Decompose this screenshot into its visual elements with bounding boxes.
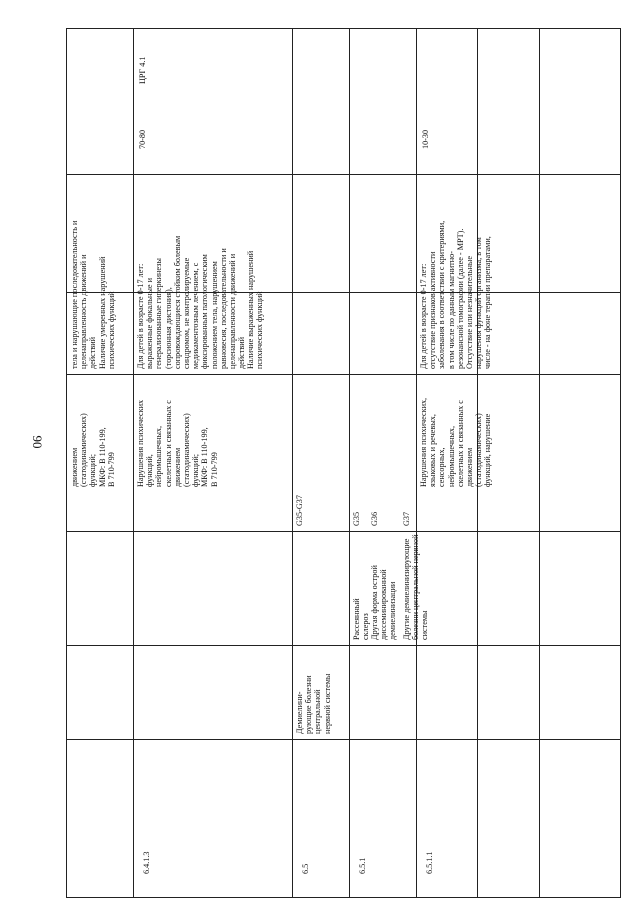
page-number: 90 — [30, 435, 45, 449]
impairment-text-line: нейромышечных, — [154, 426, 164, 487]
criteria-text-line: синдромом, не контролируемые — [181, 257, 191, 369]
impairment-text-line: B 710-799 — [106, 452, 116, 487]
row-code: 6.5.1.1 — [425, 851, 434, 874]
impairment-text-line: (статодинамических) — [474, 413, 484, 487]
criteria-text-line: действий — [237, 336, 247, 369]
row-divider — [67, 645, 620, 646]
criteria-text-line: нарушения функций организма, в том — [474, 237, 484, 369]
criteria-text-line: медикаментозным лечением, с — [191, 262, 201, 369]
criteria-text-line: целенаправленности движений и — [227, 253, 237, 369]
col-divider — [349, 29, 350, 897]
criteria-text-line: заболевания в соответствии с критериями, — [437, 220, 447, 369]
criteria-text-line: целенаправленность движений и — [79, 254, 89, 369]
criteria-text-line: тела и нарушающие последовательность и — [70, 220, 79, 369]
impairment-text-line: (статодинамических) — [181, 413, 191, 487]
impairment-text — [136, 375, 219, 487]
criteria-text — [419, 175, 493, 369]
criteria-text-line: резонансной томографии (далее - МРТ). — [455, 228, 465, 369]
criteria-text-line: действий — [88, 336, 98, 369]
impairment-text-line: сенсорных, — [437, 447, 447, 487]
subdisease-icd: G36 — [370, 511, 379, 526]
impairment-text-line: скелетных и связанных с — [163, 400, 173, 487]
criteria-text-line: фиксированным патологическим — [200, 254, 210, 369]
subdisease-name: Рассеянный склероз — [352, 598, 371, 640]
row-code: 6.5 — [301, 863, 310, 874]
row-code: 6.4.1.3 — [142, 851, 151, 874]
impairment-text — [419, 375, 493, 487]
criteria-text-line: (торсионная дистония), — [163, 287, 173, 369]
impairment-text-line: движением — [70, 447, 79, 487]
criteria-text — [136, 175, 265, 369]
impairment-text-line: функций; — [191, 454, 201, 487]
criteria-text-line: психических функций — [255, 291, 265, 369]
subdisease-name: Другие демиелинизирующие болезни центральной нервной системы — [402, 534, 430, 640]
impairment-text-line: языковых и речевых, — [428, 414, 438, 487]
criteria-text-line: в том числе по данным магнитно- — [446, 251, 456, 369]
row-divider — [67, 531, 620, 532]
criteria-text-line: отсутствие признаков активности — [428, 251, 438, 369]
criteria-text-line: числе - на фоне терапии препаратами, — [483, 236, 493, 369]
criteria-text-line: равновесия, последовательности и — [218, 248, 228, 369]
impairment-text-line: Нарушения психических — [136, 399, 145, 487]
impairment-text-line: (статодинамических) — [79, 413, 89, 487]
impairment-text-line: нейромышечных, — [446, 426, 456, 487]
subdisease-icd: G35 — [352, 511, 361, 526]
col-divider — [133, 29, 134, 897]
impairment-text-line: Нарушения психических, — [419, 397, 428, 487]
col-divider — [539, 29, 540, 897]
criteria-text-line: сопровождающиеся стойким болевым — [172, 235, 182, 369]
criteria-text-line: Наличие выраженных нарушений — [246, 250, 256, 369]
subdisease-name: Другая форма острой диссеминированной демиелинизации — [370, 565, 398, 640]
criteria-text-line: психических функций — [106, 291, 116, 369]
impairment-text-line: функций; — [88, 454, 98, 487]
impairment-text-line: движением — [172, 447, 182, 487]
criteria-text-line: положением тела, нарушением — [209, 261, 219, 369]
disease-name: Демиелини- рующие болезни центральной нервной системы — [295, 673, 332, 734]
impairment-text-line: движением — [464, 447, 474, 487]
group-note: ЦРГ 4.1 — [138, 56, 147, 84]
impairment-text-line: функций, нарушение — [483, 413, 493, 487]
impairment-text-line: МКФ: B 110-199, — [200, 427, 210, 487]
row-code: 6.5.1 — [358, 857, 367, 874]
percent-range: 10-30 — [421, 129, 430, 149]
impairment-text-line: МКФ: B 110-199, — [97, 427, 107, 487]
criteria-text-line: Наличие умеренных нарушений — [97, 256, 107, 369]
criteria-text-line: генерализованные гиперкинезы — [154, 258, 164, 369]
impairment-text-line: B 710-799 — [209, 452, 219, 487]
impairment-text-line: скелетных и связанных с — [455, 400, 465, 487]
criteria-text-line: Отсутствие или незначительные — [464, 255, 474, 369]
criteria-text — [70, 175, 116, 369]
subdisease-icd: G37 — [402, 511, 411, 526]
criteria-text-line: выраженные фокальные и — [145, 278, 155, 369]
icd-code: G35-G37 — [295, 495, 304, 526]
col-divider — [416, 29, 417, 897]
criteria-text-line: Для детей в возрасте 0-17 лет: — [136, 263, 145, 369]
criteria-text-line: Для детей в возрасте 0-17 лет: — [419, 263, 428, 369]
percent-range: 70-80 — [138, 129, 147, 149]
impairment-text-line: функций, — [145, 454, 155, 487]
impairment-text — [70, 375, 116, 487]
col-divider — [292, 29, 293, 897]
